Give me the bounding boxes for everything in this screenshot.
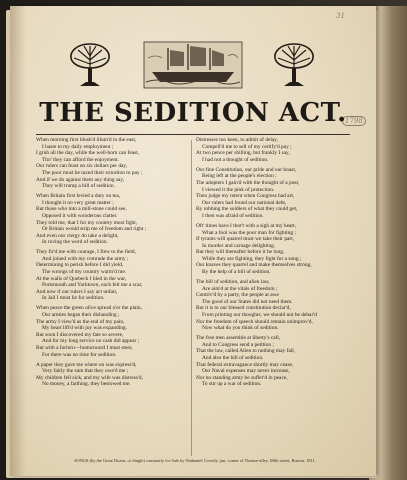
verse-line: From printing our thoughts, we should not be debar'd — [202, 312, 317, 319]
verse-line: But soon I discovered my fate so severe, — [36, 331, 124, 338]
ship-woodcut — [138, 36, 248, 94]
verse-line: I had not a thought of sedition. — [202, 156, 269, 163]
verse-line: And now if our rulers I say act unfair, — [36, 288, 118, 295]
verse-line: By robbing the soldiers of what they could get, — [196, 206, 298, 213]
verse-line: The army I view'd as the end of my pain, — [36, 318, 125, 325]
verse-line: In Jail I must lie for sedition. — [42, 295, 105, 302]
stanza — [196, 167, 346, 220]
verse-line: By the help of a bill of sedition. — [202, 269, 271, 276]
verse-line: And if we do against them any thing say, — [36, 176, 125, 183]
verse-line: While they are fighting, they fight for a song ; — [202, 255, 302, 262]
verse-line: To stir up a war of sedition. — [202, 381, 262, 388]
verse-line: Or Britain would strip me of freedom and right ; — [42, 226, 147, 233]
verse-line: But they will thereafter before it be long, — [196, 249, 285, 256]
poem-column-right — [196, 137, 346, 391]
imprint-footer: SONGS (by the Great Dozen, or Single) constantly for Sale by Nathaniel Coverly, jun. corner of Theatre-alley, Milk-street, Boston, 1811. — [74, 458, 316, 463]
verse-line: Our knaves they quarrel and make themselves strong, — [196, 262, 312, 269]
stanza — [36, 137, 186, 190]
stanza — [36, 362, 186, 388]
verse-line: When morning first blush'd illum'd in the east, — [36, 137, 137, 143]
verse-line: But with a forlorn—humorward I must steer, — [36, 344, 133, 351]
verse-line: But those who into a mill-stone could see, — [36, 206, 127, 213]
verse-line: That federal extravagance shortly may cease, — [196, 361, 294, 368]
verse-line: Oft' times have I thot't with a sigh at my heart, — [196, 222, 297, 229]
verse-line: Then judge my intent when Congress had art, — [196, 193, 295, 200]
verse-line: No money, a farthing, they bestowed me. — [42, 381, 131, 388]
tree-woodcut-left — [68, 38, 112, 90]
verse-line: They fir'd me with courage, I flew to the field, — [36, 249, 136, 256]
verse-line: Compell'd me to sell of my certify'd pay ; — [202, 143, 292, 150]
verse-line: And joined with my comrade the army ; — [42, 255, 129, 262]
verse-line: In roving the word of sedition. — [42, 239, 108, 246]
verse-line: Our Naval expenses may never increase, — [202, 368, 290, 375]
verse-line: Contriv'd by a party, the people at awe — [196, 292, 279, 299]
verse-line: My heart lift'd with joy was expanding. — [42, 325, 127, 332]
column-divider — [191, 140, 192, 456]
stanza — [36, 193, 186, 246]
verse-line: I viewed it the pink of protection. — [202, 186, 275, 193]
verse-line: Now what do you think of sedition. — [202, 325, 279, 332]
verse-line: And to Congress send a petition ; — [202, 341, 274, 348]
verse-line: Nor the freedom of speech should remain unimprov'd, — [196, 318, 313, 325]
verse-line: At the walls of Quebeck I bled in the war, — [36, 275, 127, 282]
stanza — [36, 249, 186, 302]
verse-line: The bill of sedition, and alien law, — [196, 279, 270, 286]
poem-column-left — [36, 137, 186, 391]
tree-woodcut-right — [272, 38, 316, 90]
stanza — [196, 279, 346, 332]
verse-line: Opposed it with wonderous clatter. — [42, 212, 118, 219]
stanza — [36, 305, 186, 358]
verse-line: And for my long service no cash did appear ; — [42, 338, 140, 345]
verse-line: The free men assemble at liberty's call, — [196, 335, 281, 342]
verse-line: But it is to our blessed constitution declar'd, — [196, 305, 291, 312]
verse-line: When Britain first levied a duty on tea, — [36, 193, 121, 200]
verse-line: That the law, called Alien to nothing may fall, — [196, 348, 296, 355]
pencil-note-year: 1798 — [342, 116, 366, 126]
page-title: THE SEDITION ACT. — [39, 98, 347, 128]
page-fold-shadow — [10, 6, 26, 476]
verse-line: Our rulers had found our national debt, — [202, 199, 287, 206]
pencil-note-top: 31 — [336, 12, 345, 20]
verse-line: Being left at the people's election ; — [202, 173, 277, 180]
verse-line: I grub all the day, while the well-born can feast, — [36, 150, 140, 157]
broadside-page — [10, 6, 376, 476]
stanza — [196, 335, 346, 388]
verse-line: Our fine Constitution, our pride and our boast, — [196, 166, 297, 173]
verse-line: What a fool was the poor man for fighting ; — [202, 229, 296, 236]
verse-line: I thought it no very great matter ; — [42, 199, 114, 206]
verse-line: The good of our States did not need them. — [202, 298, 293, 305]
stanza — [196, 223, 346, 276]
verse-line: Our armies began their disbanding ; — [42, 312, 120, 319]
verse-line: Nor no standing army be suffer'd in peace, — [196, 374, 288, 381]
verse-line: And even our clergy do take a delight, — [36, 232, 119, 239]
verse-line: In murder and carnage delighting. — [202, 242, 276, 249]
verse-line: Portsmouth and Yorktown, each felt me a scar, — [42, 282, 143, 289]
verse-line: They told me, that I for my country must fight, — [36, 219, 138, 226]
verse-line: And also the bill of sedition. — [202, 354, 264, 361]
verse-line: When peace the green olive spread o'er the plain, — [36, 305, 142, 312]
verse-line: I haste to my daily employment ; — [42, 143, 114, 150]
verse-line: Distresses too keen, to admit of delay, — [196, 137, 278, 143]
verse-line: Tho' they can afford the enjoyment. — [42, 156, 119, 163]
verse-line: They will trump a bill of sedition. — [42, 183, 115, 190]
verse-line: If tyrants will quarrel must we take their part, — [196, 236, 295, 243]
verse-line: A paper they gave me where on was express'd, — [36, 361, 137, 368]
stanza — [196, 137, 346, 163]
verse-line: Very fairly the sum that they owe'd me ; — [42, 368, 129, 375]
verse-line: For there was no time for sedition. — [42, 351, 117, 358]
title-rule — [36, 134, 350, 135]
verse-line: The adopters I gain'd with the thought of a post, — [196, 179, 300, 186]
verse-line: The poor must be taxed their extortion to pay ; — [42, 169, 143, 176]
verse-line: My children fell sick, and my wife was distress'd, — [36, 374, 143, 381]
verse-line: At two pence per shilling, but frankly I say, — [196, 150, 290, 157]
verse-line: Are aim'd at the vitals of freedom ; — [202, 285, 278, 292]
verse-line: The wrongs of my country warm'd me. — [42, 269, 127, 276]
verse-line: Determining to perish before I did yield, — [36, 262, 124, 269]
verse-line: I then was afraid of sedition. — [202, 212, 264, 219]
verse-line: Our rulers can feast on six dollars per day, — [36, 163, 128, 170]
